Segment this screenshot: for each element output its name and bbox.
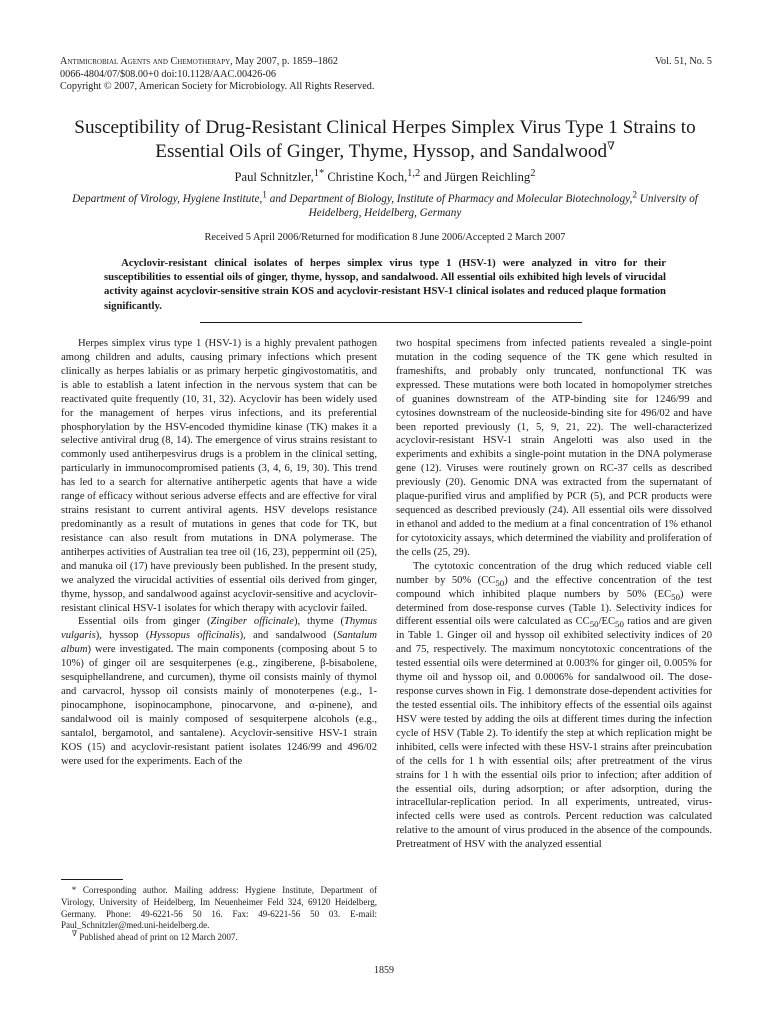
author-list: Paul Schnitzler,$^{1*}$ Christine Koch,$^{1,2}$ and Jürgen Reichling$^2$ [234, 167, 536, 184]
body-paragraph: Essential oils from ginger (Zingiber officinale), thyme (Thymus vulgaris), hyssop (Hyssopus officinalis), and sandalwood (Santalum album) were investigated. The main components (composing about 5 to 10%) of ginger oil are sesquiterpenes (e.g., zingiberene, β-bisabolene, sesquiphellandrene, and curcumen), thyme oil consists mainly of thymol and carvacrol, hyssop oil consists mainly of monoterpenes (e.g., 1-pinocamphone, isopinocamphone, pinocarvone, and α-pinene), and sandalwood oil is mainly composed of sesquiterpene alcohols (e.g., santalol, bergamotol, and santalene). Acyclovir-sensitive HSV-1 strain KOS (15) and acyclovir-resistant patient isolates 1246/99 and 496/02 were used for the experiments. Each of the [61, 616, 377, 767]
abstract: Acyclovir-resistant clinical isolates of herpes simplex virus type 1 (HSV-1) were analyzed in vitro for their susceptibilities to essential oils of ginger, thyme, hyssop, and sandalwood. All essential oils exhibited high levels of virucidal activity against acyclovir-sensitive strain KOS and acyclovir-resistant HSV-1 clinical isolates and reduced plaque formation significantly. [104, 257, 666, 312]
affiliations: Department of Virology, Hygiene Institute,$^1$ and Department of Biology, Institute of Pharmacy and Molecular Biotechnology,$^2$ University of Heidelberg, Heidelberg, Germany [72, 190, 698, 219]
footnotes [61, 885, 377, 944]
journal-name: Antimicrobial Agents and Chemotherapy [60, 56, 231, 67]
body-paragraph: two hospital specimens from infected patients revealed a single-point mutation in the coding sequence of the TK gene which resulted in frameshifts, and probably only truncated, nonfunctional TK was expressed. These mutations were both located in homopolymer stretches of guanines downstream of the ATP-binding site for 1246/99 and cytosines downstream of the nucleoside-binding site for 496/02 and have been reported previously (1, 5, 9, 21, 22). The well-characterized acyclovir-resistant HSV-1 strain Angelotti was also used in the experiments and exhibits a single-point mutation in the DNA polymerase gene (12). Viruses were routinely grown on RC-37 cells as described previously (20). Genomic DNA was extracted from the supernatant of plaque-purified virus and amplified by PCR (5), and PCR products were sequenced as described previously (24). All essential oils were dissolved in ethanol and added to the medium at a final concentration of 1% ethanol for cytotoxicity assays, which determined the viability and proliferation of the cells (25, 29). [396, 338, 712, 558]
journal-citation: Antimicrobial Agents and Chemotherapy, May 2007, p. 1859–1862 [60, 56, 338, 67]
footnote-divider [61, 879, 123, 880]
body-paragraph: Herpes simplex virus type 1 (HSV-1) is a highly prevalent pathogen among children and adults, causing primary infections which present clinically as herpes labialis or as primary herpetic gingivostomatitis, and is able to establish a latent infection in the nervous system that can be reactivated quite frequently (10, 31, 32). Acyclovir has been widely used for the management of herpes virus infections, and its preferential phosphorylation by the HSV-encoded thymidine kinase (TK) makes it a selective antiviral drug (8, 14). The emergence of virus strains resistant to commonly used antiherpesvirus drugs is a problem in the clinical setting, particularly in immunocompromised patients (3, 4, 6, 19, 30). This trend has led to a search for alternative antiherpetic agents that have a wide range of efficacy without serious adverse effects and are effective for viral strains resistant to current antiviral agents. HSV develops resistance predominantly as a result of mutations in genes that code for TK, but resistance can also result from mutations in DNA polymerase. The antiherpes activities of Australian tea tree oil (16, 23), peppermint oil (25), and manuka oil (17) have previously been published. In the present study, we analyzed the virucidal activities of essential oils derived from ginger, thyme, hyssop, and sandalwood against acyclovir-sensitive and acyclovir-resistant clinical HSV-1 isolates for which therapy with acyclovir failed. [61, 338, 377, 614]
page-number: 1859 [374, 965, 394, 976]
copyright: Copyright © 2007, American Society for Microbiology. All Rights Reserved. [60, 81, 375, 93]
title-mark: ∇ [607, 140, 615, 153]
journal-header [60, 56, 374, 94]
corresponding-author-note: * Corresponding author. Mailing address: Hygiene Institute, Department of Virology, University of Heidelberg, Im Neuenheimer Feld 324, 69120 Heidelberg, Germany. Phone: 49-6221-56 50 16. Fax: 49-6221-56 50 03. E-mail: Paul_Schnitzler@med.uni-heidelberg.de. [61, 885, 377, 931]
received-dates: Received 5 April 2006/Returned for modification 8 June 2006/Accepted 2 March 2007 [204, 232, 566, 243]
article-title: Susceptibility of Drug-Resistant Clinical Herpes Simplex Virus Type 1 Strains to Essential Oils of Ginger, Thyme, Hyssop, and Sandalwood∇ [74, 117, 696, 162]
abstract-divider [200, 322, 582, 323]
body-column-right [396, 337, 712, 852]
body-column-left [61, 337, 377, 769]
body-paragraph: The cytotoxic concentration of the drug which reduced viable cell number by 50% $(CC_{50})$ and the effective concentration of the test compound which inhibited plaque numbers by 50% $(EC_{50})$ were determined from dose-response curves (Table 1). Selectivity indices for different essential oils were calculated as $CC_{50}/EC_{50}$ ratios and are given in Table 1. Ginger oil and hyssop oil exhibited selectivity indices of 20 and 75, respectively. The maximum noncytotoxic concentrations of the tested essential oils were determined at 0.003% for ginger oil, 0.005% for thyme oil and hyssop oil, and 0.0006% for sandalwood oil. The dose-response curves shown in Fig. 1 demonstrate dose-dependent activities for the tested essential oils. The inhibitory effects of the essential oils against HSV were tested by adding the oils at different times during the infection cycle of HSV (Table 2). To identify the step at which replication might be inhibited, cells were infected with these HSV-1 strains after preincubation of the cells for 1 h with essential oils; after pretreatment of the virus strains for 1 h with the essential oils prior to infection; after addition of the essential oils, during adsorption; or after adsorption, during the intracellular-replication period. In all experiments, untreated, virus-infected cells were used as controls. Percent reduction was calculated relative to the amount of virus produced in the absence of the compounds. Pretreatment of HSV with the analyzed essential [396, 560, 712, 851]
publication-note: ∇ Published ahead of print on 12 March 2007. [71, 929, 238, 943]
volume-issue: Vol. 51, No. 5 [655, 56, 712, 67]
issn-doi: 0066-4804/07/$08.00+0 doi:10.1128/AAC.00426-06 [60, 68, 276, 80]
